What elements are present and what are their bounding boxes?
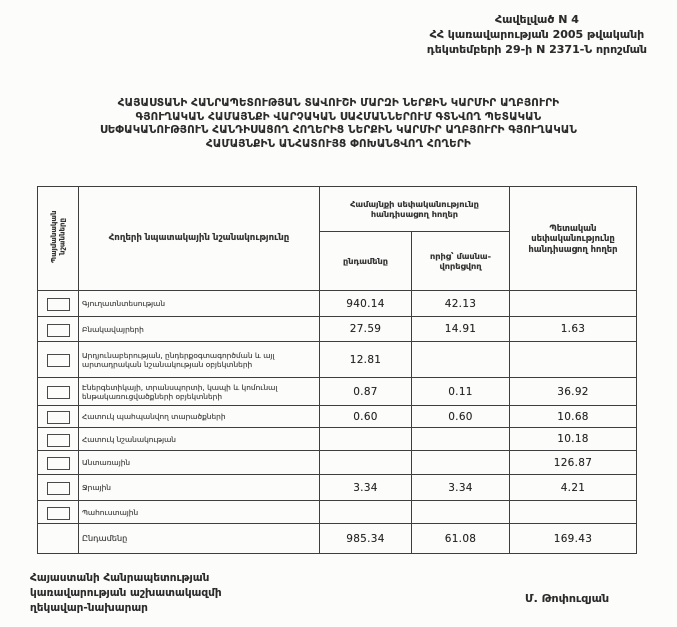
row-state-value: 126.87	[510, 451, 637, 475]
row-label: Գյուղատնտեսության	[79, 291, 320, 317]
legend-box-icon	[47, 507, 70, 520]
row-label: Պահուստային	[79, 501, 320, 524]
total-row-total-value: 985.34	[320, 524, 412, 554]
row-state-value: 1.63	[510, 317, 637, 342]
annex-line-3: դեկտեմբերի 29-ի N 2371-Ն որոշման	[426, 43, 647, 56]
legend-cell	[38, 291, 79, 317]
header-total: ընդամենը	[320, 232, 412, 291]
legend-cell	[38, 501, 79, 524]
table-row-forest	[38, 451, 637, 475]
row-privatizable-value	[412, 501, 510, 524]
legend-box-icon	[47, 434, 70, 447]
title-line-4: ՀԱՄԱՅՆՔԻՆ ԱՆՀԱՏՈՒՅՑ ՓՈԽԱՆՑՎՈՂ ՀՈՂԵՐԻ	[206, 137, 471, 150]
header-privatizable: որից՝ մասնա-վորեցվող	[412, 232, 510, 291]
signatory-title-line-2: կառավարության աշխատակազմի	[30, 587, 222, 599]
title-line-1: ՀԱՅԱՍՏԱՆԻ ՀԱՆՐԱՊԵՏՈՒԹՅԱՆ ՏԱՎՈՒՇԻ ՄԱՐԶԻ ՆԵՐՔԻՆ ԿԱՐՄԻՐ ԱՂԲՅՈՒՐԻ	[117, 97, 560, 109]
legend-box-icon	[47, 298, 70, 311]
table-row-protected-areas	[38, 406, 637, 428]
legend-cell	[38, 342, 79, 378]
row-label: Հատուկ պահպանվող տարածքների	[79, 406, 320, 428]
row-state-value: 36.92	[510, 378, 637, 406]
header-symbols	[38, 187, 79, 291]
table-row-water	[38, 475, 637, 501]
signatory-title-line-1: Հայաստանի Հանրապետության	[30, 572, 210, 584]
table-row-settlements	[38, 317, 637, 342]
row-total-value: 3.34	[320, 475, 412, 501]
land-transfer-table	[37, 186, 637, 554]
table-header-row-1	[38, 187, 637, 232]
table-row-energy-transport	[38, 378, 637, 406]
row-state-value	[510, 501, 637, 524]
legend-cell	[38, 451, 79, 475]
table-row-reserve	[38, 501, 637, 524]
legend-box-icon	[47, 457, 70, 470]
row-total-value: 940.14	[320, 291, 412, 317]
legend-cell	[38, 406, 79, 428]
row-label: Արդյունաբերության, ընդերքօգտագործման և այլ արտադրական նշանակության օբյեկտների	[79, 342, 320, 378]
row-privatizable-value: 14.91	[412, 317, 510, 342]
header-designation: Հողերի նպատակային նշանակությունը	[79, 187, 320, 291]
legend-cell-empty	[38, 524, 79, 554]
row-label: Անտառային	[79, 451, 320, 475]
row-total-value: 12.81	[320, 342, 412, 378]
row-total-value: 27.59	[320, 317, 412, 342]
annex-line-2: ՀՀ կառավարության 2005 թվականի	[429, 28, 645, 41]
legend-box-icon	[47, 386, 70, 399]
legend-cell	[38, 428, 79, 451]
row-privatizable-value: 0.60	[412, 406, 510, 428]
title-line-2: ԳՅՈՒՂԱԿԱՆ ՀԱՄԱՅՆՔԻ ՎԱՐՉԱԿԱՆ ՍԱՀՄԱՆՆԵՐՈՒՄ ԳՏՆՎՈՂ ՊԵՏԱԿԱՆ	[135, 110, 542, 123]
row-privatizable-value	[412, 451, 510, 475]
row-total-value: 0.87	[320, 378, 412, 406]
row-privatizable-value: 42.13	[412, 291, 510, 317]
total-row-state-value: 169.43	[510, 524, 637, 554]
row-privatizable-value	[412, 428, 510, 451]
signatory-title-block	[30, 571, 222, 616]
row-state-value	[510, 342, 637, 378]
row-label: Հատուկ նշանակության	[79, 428, 320, 451]
legend-cell	[38, 475, 79, 501]
title-line-3: ՍԵՓԱԿԱՆՈՒԹՅՈՒՆ ՀԱՆԴԻՍԱՑՈՂ ՀՈՂԵՐԻՑ ՆԵՐՔԻՆ ԿԱՐՄԻՐ ԱՂԲՅՈՒՐԻ ԳՅՈՒՂԱԿԱՆ	[99, 124, 578, 136]
table-row-industrial	[38, 342, 637, 378]
total-row-label: Ընդամենը	[79, 524, 320, 554]
legend-box-icon	[47, 324, 70, 337]
row-privatizable-value: 0.11	[412, 378, 510, 406]
row-privatizable-value: 3.34	[412, 475, 510, 501]
row-state-value	[510, 291, 637, 317]
legend-cell	[38, 317, 79, 342]
table-row-grand-total	[38, 524, 637, 554]
legend-box-icon	[47, 411, 70, 424]
signatory-name: Մ. Թոփուզյան	[525, 592, 610, 605]
row-label: Ջրային	[79, 475, 320, 501]
signatory-title-line-3: ղեկավար-նախարար	[30, 602, 148, 614]
row-label: Բնակավայրերի	[79, 317, 320, 342]
header-community-group: Համայնքի սեփականությունը հանդիսացող հողեր	[320, 187, 510, 232]
row-state-value: 10.68	[510, 406, 637, 428]
table-row-special-purpose	[38, 428, 637, 451]
legend-box-icon	[47, 482, 70, 495]
legend-cell	[38, 378, 79, 406]
annex-line-1: Հավելված N 4	[494, 13, 579, 26]
header-symbols-label: Պայմանական նշանները	[49, 211, 66, 264]
row-total-value	[320, 451, 412, 475]
legend-box-icon	[47, 354, 70, 367]
row-state-value: 10.18	[510, 428, 637, 451]
header-state-lands: Պետական սեփականությունը հանդիսացող հողեր	[510, 187, 637, 291]
document-title	[8, 97, 669, 151]
row-total-value: 0.60	[320, 406, 412, 428]
row-state-value: 4.21	[510, 475, 637, 501]
row-privatizable-value	[412, 342, 510, 378]
annex-header	[427, 12, 647, 57]
row-label: Էներգետիկայի, տրանսպորտի, կապի և կոմունալ ենթակառուցվածքների օբյեկտների	[79, 378, 320, 406]
table-row-agricultural	[38, 291, 637, 317]
row-total-value	[320, 428, 412, 451]
total-row-privatizable-value: 61.08	[412, 524, 510, 554]
row-total-value	[320, 501, 412, 524]
